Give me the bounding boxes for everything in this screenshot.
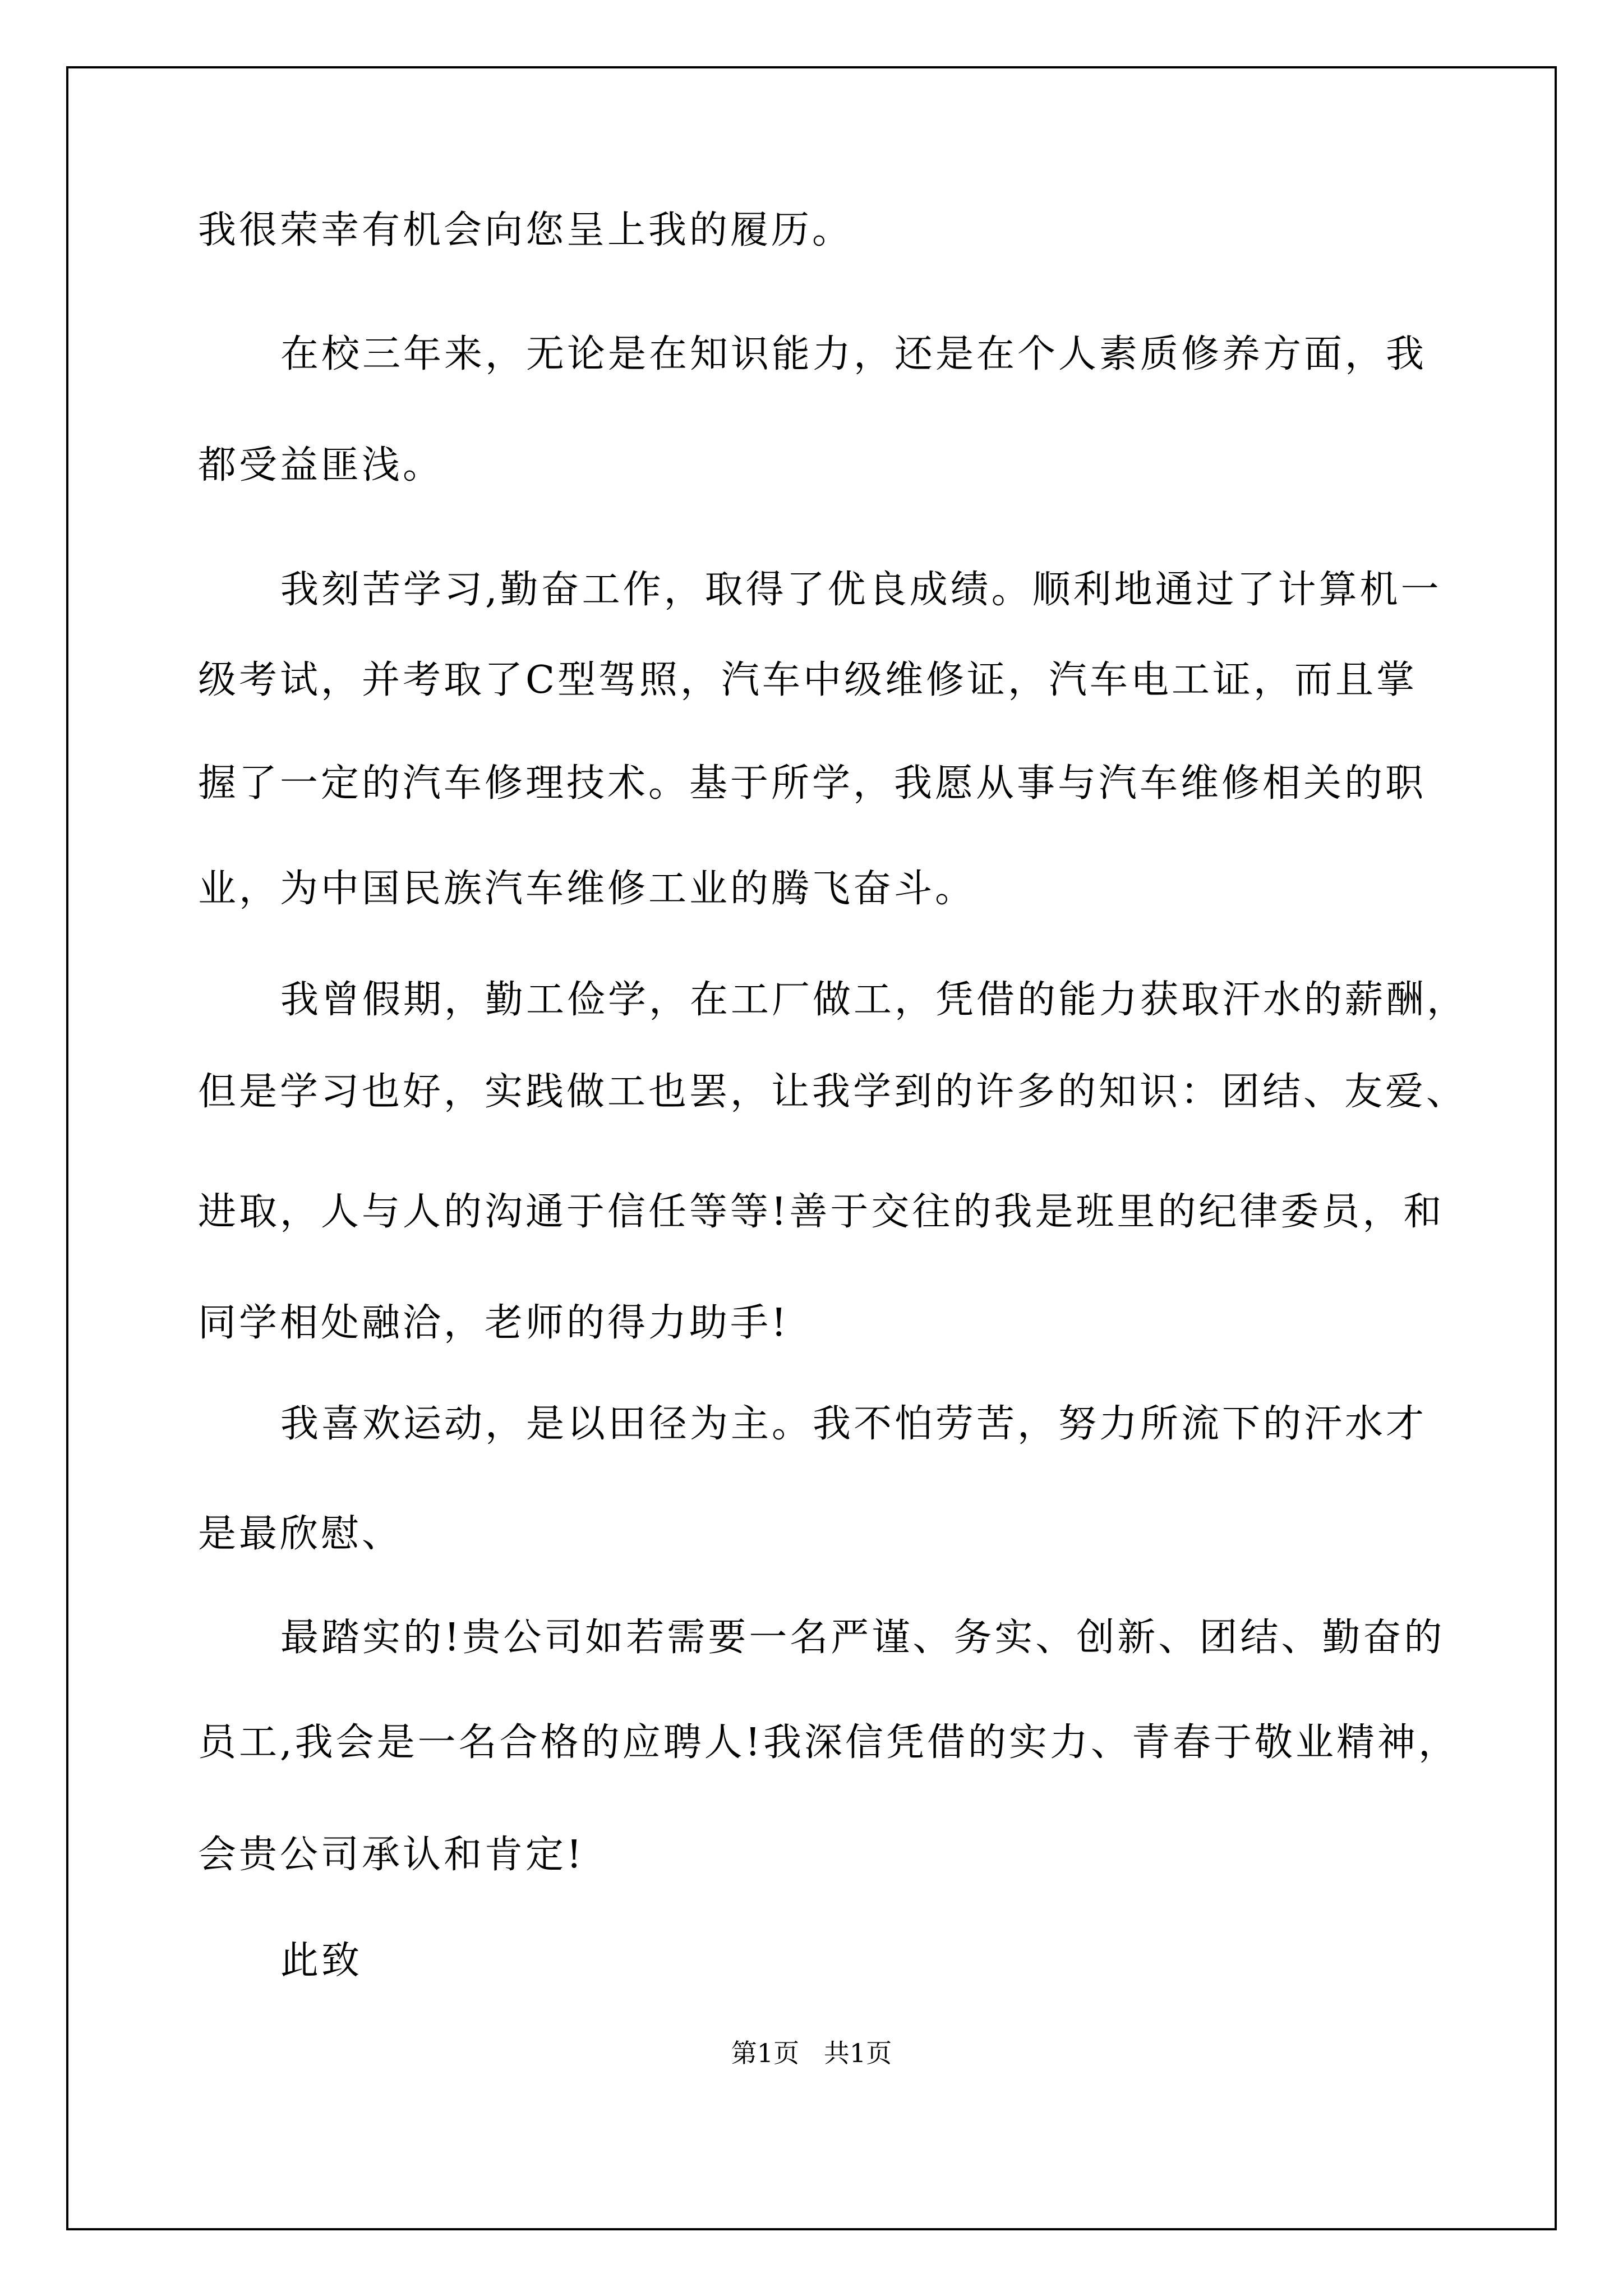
text-line-16: 会贵公司承认和肯定! bbox=[198, 1833, 585, 1877]
text-line-10: 进取，人与人的沟通于信任等等!善于交往的我是班里的纪律委员，和 bbox=[198, 1190, 1445, 1234]
text-line-5: 级考试，并考取了C型驾照，汽车中级维修证，汽车电工证，而且掌 bbox=[198, 658, 1418, 702]
text-line-2: 在校三年来，无论是在知识能力，还是在个人素质修养方面，我 bbox=[280, 332, 1427, 376]
text-line-14: 最踏实的!贵公司如若需要一名严谨、务实、创新、团结、勤奋的 bbox=[280, 1616, 1445, 1660]
text-line-6: 握了一定的汽车修理技术。基于所学，我愿从事与汽车维修相关的职 bbox=[198, 761, 1427, 806]
text-line-12: 我喜欢运动，是以田径为主。我不怕劳苦，努力所流下的汗水才 bbox=[280, 1402, 1427, 1446]
text-line-15: 员工,我会是一名合格的应聘人!我深信凭借的实力、青春于敬业精神， bbox=[198, 1720, 1459, 1765]
page-border bbox=[66, 66, 1557, 2230]
text-line-4: 我刻苦学习,勤奋工作，取得了优良成绩。顺利地通过了计算机一 bbox=[280, 568, 1442, 612]
text-line-9: 但是学习也好，实践做工也罢，让我学到的许多的知识：团结、友爱、 bbox=[198, 1070, 1468, 1114]
text-line-13: 是最欣慰、 bbox=[198, 1512, 403, 1556]
text-line-7: 业，为中国民族汽车维修工业的腾飞奋斗。 bbox=[198, 867, 976, 911]
text-line-17: 此致 bbox=[280, 1939, 363, 1983]
text-line-11: 同学相处融洽，老师的得力助手! bbox=[198, 1301, 790, 1345]
page-footer: 第1页 共1页 bbox=[731, 2038, 892, 2068]
text-line-3: 都受益匪浅。 bbox=[198, 443, 444, 487]
text-line-8: 我曾假期，勤工俭学，在工厂做工，凭借的能力获取汗水的薪酬， bbox=[280, 978, 1468, 1022]
text-line-1: 我很荣幸有机会向您呈上我的履历。 bbox=[198, 208, 854, 252]
